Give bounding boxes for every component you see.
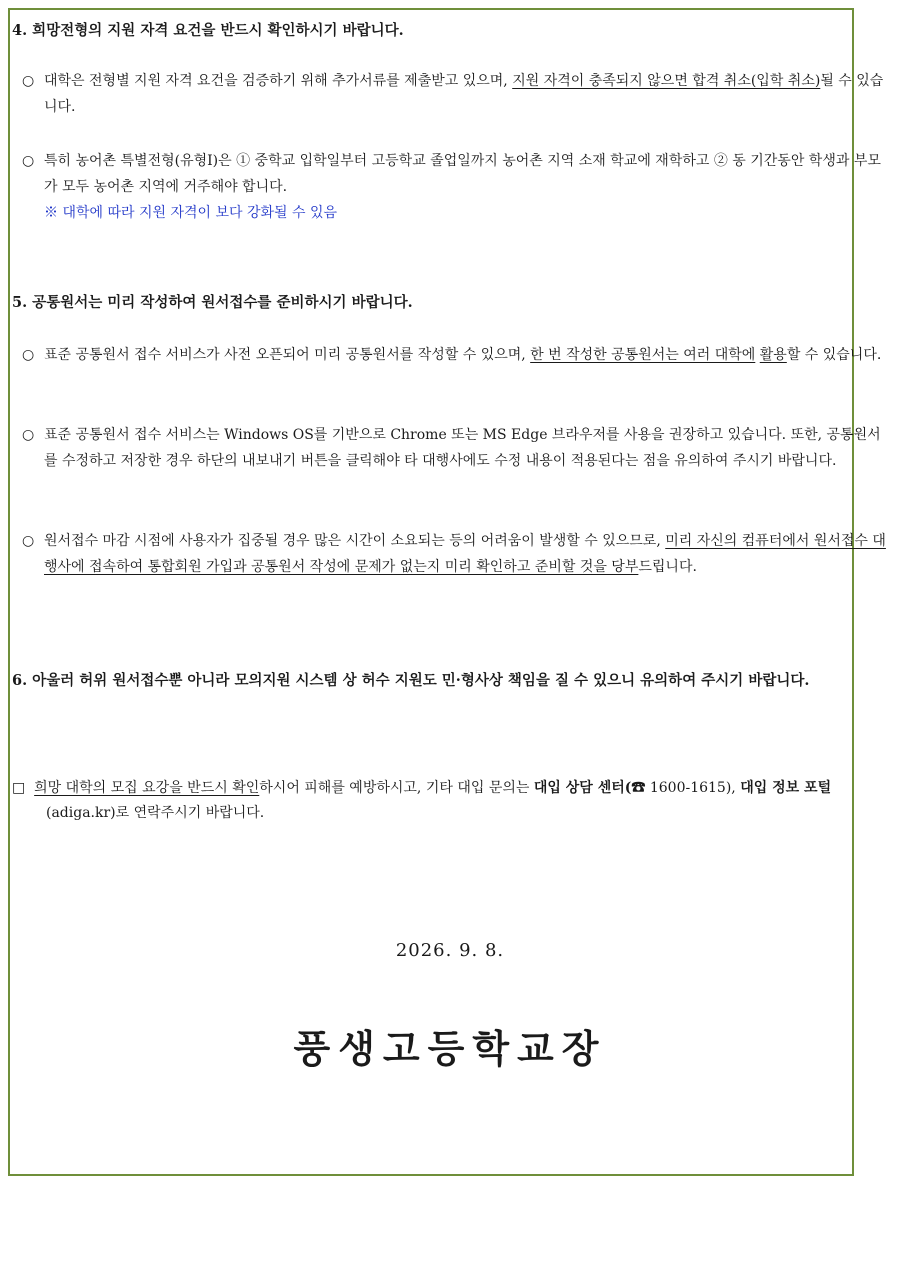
item-underlined-text: 활용 bbox=[759, 347, 787, 363]
bullet-icon: ○ bbox=[22, 347, 35, 363]
bullet-icon: ○ bbox=[22, 533, 35, 549]
section5-item3 bbox=[22, 528, 894, 580]
counsel-center-phone: 1600-1615) bbox=[649, 780, 732, 796]
section4-item1 bbox=[22, 68, 894, 120]
section6-heading: 6. 아울러 허위 원서접수뿐 아니라 모의지원 시스템 상 허수 지원도 민·형사상 책임을 질 수 있으니 유의하여 주시기 바랍니다. bbox=[12, 672, 810, 689]
notice-paragraph bbox=[12, 776, 892, 826]
section5-item1 bbox=[22, 342, 894, 368]
item-note: ※ 대학에 따라 지원 자격이 보다 강화될 수 있음 bbox=[44, 205, 338, 221]
bullet-icon: ○ bbox=[22, 153, 35, 169]
principal-signature: 풍생고등학교장 bbox=[293, 1027, 607, 1071]
item-underlined-text: 한 번 작성한 공통원서는 여러 대학에 bbox=[530, 347, 756, 363]
section4-heading: 4. 희망전형의 지원 자격 요건을 반드시 확인하시기 바랍니다. bbox=[12, 22, 404, 39]
section5-item2 bbox=[22, 422, 894, 474]
notice-underlined-text: 희망 대학의 모집 요강을 반드시 확인 bbox=[34, 780, 260, 796]
item-text: 표준 공통원서 접수 서비스는 Windows OS를 기반으로 Chrome 또는 MS Edge 브라우저를 사용을 권장하고 있습니다. 또한, 공통원서를 수정하고 저장한 경우 하단의 내보내기 버튼을 클릭해야 타 대행사에도 수정 내용이 적용된다는 점을 유의하여 주시기 바랍니다. bbox=[44, 427, 881, 469]
item-text: 원서접수 마감 시점에 사용자가 집중될 경우 많은 시간이 소요되는 등의 어려움이 발생할 수 있으므로, bbox=[44, 533, 666, 549]
notice-sep: , bbox=[731, 780, 741, 796]
item-text: 드립니다. bbox=[638, 559, 697, 575]
bullet-icon: ○ bbox=[22, 427, 35, 443]
item-text: 대학은 전형별 지원 자격 요건을 검증하기 위해 추가서류를 제출받고 있으며, bbox=[44, 73, 513, 89]
item-text: 표준 공통원서 접수 서비스가 사전 오픈되어 미리 공통원서를 작성할 수 있으며, bbox=[44, 347, 531, 363]
item-text: 특히 농어촌 특별전형(유형Ⅰ)은 ① 중학교 입학일부터 고등학교 졸업일까지 농어촌 지역 소재 학교에 재학하고 ② 동 기간동안 학생과 부모가 모두 농어촌 지역에 거주해야 합니다. bbox=[44, 153, 881, 195]
item-text: 할 수 있습니다. bbox=[786, 347, 882, 363]
counsel-center-label: 대입 상담 센터(☎ bbox=[533, 780, 646, 796]
checkbox-icon: □ bbox=[12, 780, 26, 796]
section4-item2 bbox=[22, 148, 894, 226]
item-text: 될 수 있습니다. bbox=[44, 73, 884, 115]
notice-text: 하시어 피해를 예방하시고, 기타 대입 문의는 bbox=[259, 780, 534, 796]
section5-heading: 5. 공통원서는 미리 작성하여 원서접수를 준비하시기 바랍니다. bbox=[12, 294, 413, 311]
portal-rest: (adiga.kr)로 연락주시기 바랍니다. bbox=[46, 805, 265, 821]
portal-label: 대입 정보 포털 bbox=[740, 780, 832, 796]
item-underlined-text: 지원 자격이 충족되지 않으면 합격 취소(입학 취소) bbox=[512, 73, 821, 89]
item-underlined-text: 미리 자신의 컴퓨터에서 원서접수 대행사에 접속하여 통합회원 가입과 공통원서 작성에 문제가 없는지 미리 확인하고 준비할 것을 당부 bbox=[44, 533, 886, 575]
document-date: 2026. 9. 8. bbox=[395, 940, 505, 961]
bullet-icon: ○ bbox=[22, 73, 35, 89]
